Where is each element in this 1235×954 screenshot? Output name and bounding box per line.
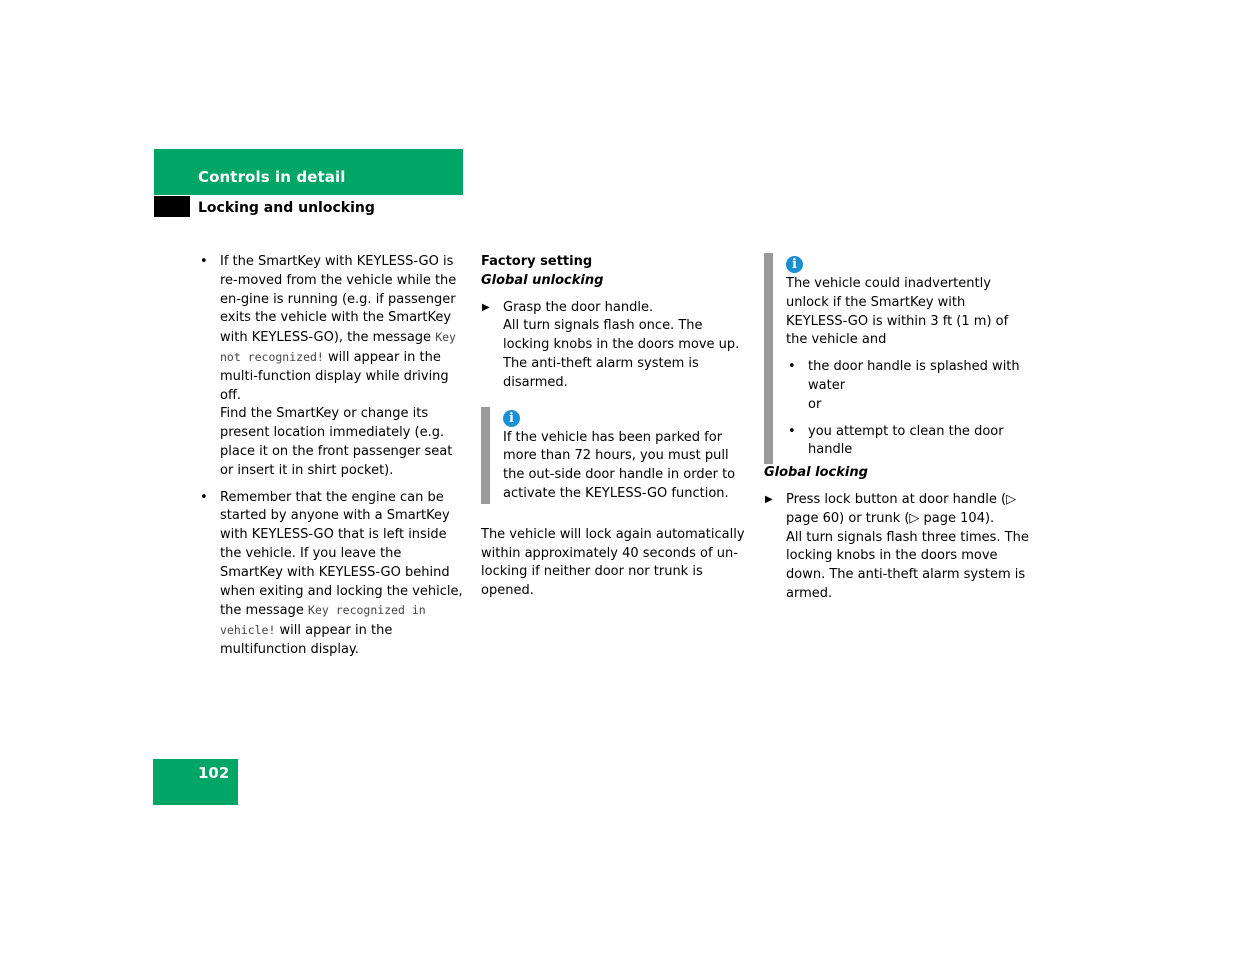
page-number: 102 <box>198 764 230 782</box>
section-title: Controls in detail <box>198 168 346 186</box>
bullet-item <box>198 253 466 405</box>
note-text: If the vehicle has been parked for more than 72 hours, you must pull the out-side door handle in order to activate the KEYLESS-GO function. <box>503 429 736 501</box>
step-result: All turn signals flash once. The locking knobs in the doors move up. The anti-theft alarm system is disarmed. <box>503 318 740 390</box>
subsection-marker <box>154 196 190 217</box>
note-bar <box>481 407 490 504</box>
heading-factory-setting: Factory setting <box>481 254 593 269</box>
subsection-title: Locking and unlocking <box>198 200 375 216</box>
step-result: All turn signals flash three times. The locking knobs in the doors move down. The anti-theft alarm system is armed. <box>786 529 1029 601</box>
bullet-text: Remember that the engine can be started by anyone with a SmartKey with KEYLESS-GO that is left inside the vehicle. If you leave the SmartKey with KEYLESS-GO behind when exiting and locking the vehicle, the message Key recognized in vehicle! will appear in the multifunction display. <box>220 489 463 657</box>
bullet-icon: • <box>200 254 208 269</box>
paragraph: The vehicle will lock again automatically within approximately 40 seconds of un-locking if neither door nor trunk is opened. <box>481 526 745 599</box>
display-message: Key not recognized! <box>220 330 456 364</box>
subheading-global-locking: Global locking <box>764 465 868 481</box>
note-or: or <box>808 396 822 412</box>
subheading-global-unlocking: Global unlocking <box>481 272 604 288</box>
note-text: The vehicle could inadvertently unlock if the SmartKey with KEYLESS-GO is within 3 ft (1 m) of the vehicle and <box>786 276 1009 348</box>
info-icon: i <box>786 256 803 273</box>
bullet-icon: • <box>788 359 796 375</box>
bullet-text: If the SmartKey with KEYLESS-GO is re-moved from the vehicle while the en-gine is running (e.g. if passenger exits the vehicle with the SmartKey with KEYLESS-GO), the message Key not recognized! will appear in the multi-function display while driving off. <box>220 254 457 403</box>
display-message: Key recognized in vehicle! <box>220 603 426 638</box>
note-bar <box>764 253 773 464</box>
column-right <box>764 253 1030 604</box>
column-middle <box>481 253 747 601</box>
bullet-icon: • <box>788 423 796 439</box>
bullet-item: • you attempt to clean the door handle <box>788 423 1004 458</box>
instruction-step: ▶ Grasp the door handle. <box>481 299 747 318</box>
bullet-item: • the door handle is splashed with water <box>788 359 1020 393</box>
instruction-step: ▶ Press lock button at door handle (▷ page 60) or trunk (▷ page 104). <box>765 491 1017 526</box>
bullet-item <box>198 489 466 660</box>
info-note <box>764 253 1030 464</box>
info-note <box>481 407 747 504</box>
bullet-icon: • <box>200 489 208 505</box>
arrow-right-icon: ▶ <box>765 493 773 505</box>
info-icon: i <box>503 410 520 427</box>
arrow-right-icon: ▶ <box>482 301 490 313</box>
column-left <box>198 253 466 660</box>
paragraph: Find the SmartKey or change its present location immediately (e.g. place it on the front passenger seat or insert it in shirt pocket). <box>220 406 453 478</box>
